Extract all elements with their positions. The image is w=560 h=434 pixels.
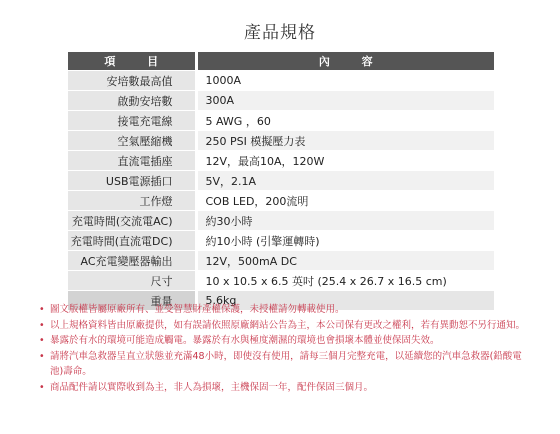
- note-item: • 商品配件請以實際收到為主，非人為損壞，主機保固一年，配件保固三個月。: [38, 380, 528, 396]
- table-row: [68, 231, 494, 251]
- spec-value: 5 AWG ，60: [196, 111, 494, 131]
- spec-key: 安培數最高值: [68, 71, 196, 91]
- spec-value: COB LED，200流明: [196, 191, 494, 211]
- note-item: • 請將汽車急救器呈直立狀態並充滿48小時，即使沒有使用，請每三個月完整充電，以延續您的汽車急救器(鉛酸電池)壽命。: [38, 349, 528, 380]
- spec-key: 直流電插座: [68, 151, 196, 171]
- spec-key: 工作燈: [68, 191, 196, 211]
- table-row: [68, 111, 494, 131]
- spec-key: AC充電變壓器輸出: [68, 251, 196, 271]
- table-row: [68, 251, 494, 271]
- spec-value: 300A: [196, 91, 494, 111]
- spec-value: 250 PSI 模擬壓力表: [196, 131, 494, 151]
- page-title: 產品規格: [244, 23, 316, 43]
- table-row: [68, 191, 494, 211]
- spec-value: 1000A: [196, 71, 494, 91]
- spec-value: 約10小時 (引擎運轉時): [196, 231, 494, 251]
- spec-key: 啟動安培數: [68, 91, 196, 111]
- table-row: [68, 211, 494, 231]
- header-item-label: 項 目: [104, 55, 173, 68]
- table-row: [68, 271, 494, 291]
- notes-list: [38, 302, 528, 395]
- spec-key: 尺寸: [68, 271, 196, 291]
- spec-value: 5V，2.1A: [196, 171, 494, 191]
- note-item: • 暴露於有水的環境可能造成觸電。暴露於有水與極度潮濕的環境也會損壞本體並使保固失效。: [38, 333, 528, 349]
- header-content-label: 內 容: [318, 55, 387, 68]
- note-item: • 圖文版權皆屬原廠所有、並受智慧財產權保護，未授權請勿轉載使用。: [38, 302, 528, 318]
- spec-value: 12V，最高10A，120W: [196, 151, 494, 171]
- spec-value: 10 x 10.5 x 6.5 英吋 (25.4 x 26.7 x 16.5 cm): [196, 271, 494, 291]
- spec-key: 空氣壓縮機: [68, 131, 196, 151]
- spec-value: 約30小時: [196, 211, 494, 231]
- table-header-row: [68, 52, 494, 71]
- spec-key: 接電充電線: [68, 111, 196, 131]
- table-row: [68, 171, 494, 191]
- spec-value: 5.6kg: [196, 291, 494, 311]
- spec-value: 12V，500mA DC: [196, 251, 494, 271]
- header-item: [68, 52, 196, 71]
- spec-table: [68, 52, 494, 311]
- spec-key: USB電源插口: [68, 171, 196, 191]
- header-content: [196, 52, 494, 71]
- table-row: [68, 131, 494, 151]
- table-row: [68, 151, 494, 171]
- note-item: • 以上規格資料皆由原廠提供，如有誤請依照原廠網站公告為主，本公司保有更改之權利，若有異動恕不另行通知。: [38, 318, 528, 334]
- spec-key: 充電時間(直流電DC): [68, 231, 196, 251]
- table-row: [68, 71, 494, 91]
- spec-key: 重量: [68, 291, 196, 311]
- table-row: [68, 91, 494, 111]
- spec-key: 充電時間(交流電AC): [68, 211, 196, 231]
